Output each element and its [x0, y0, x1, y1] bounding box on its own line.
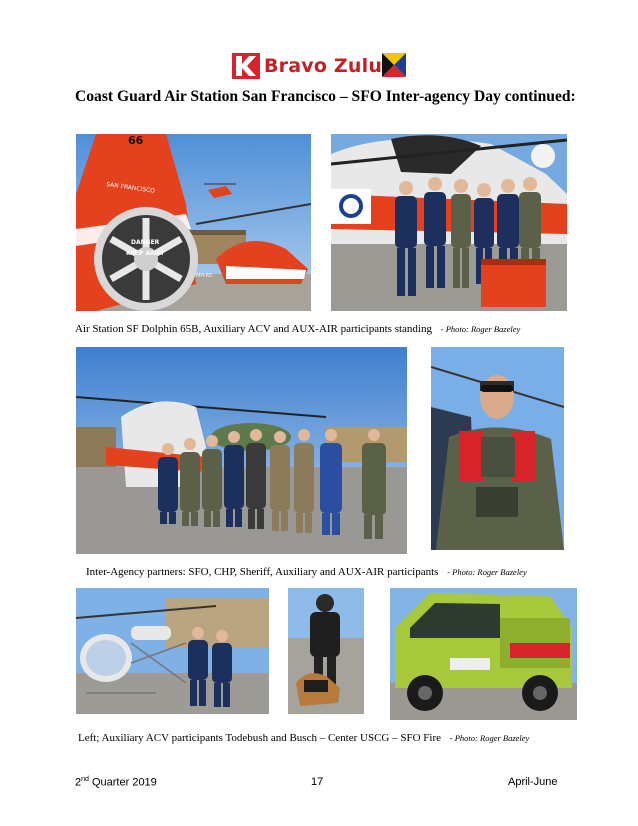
caption-text: Left; Auxiliary ACV participants Todebush and Busch – Center USCG – SFO Fire [78, 732, 442, 744]
caption-row-1 [75, 323, 520, 335]
page-number: 17 [311, 776, 324, 788]
photo-credit: - Photo: Roger Bazeley [447, 567, 527, 577]
footer-quarter [75, 776, 157, 789]
photo-acv-todebush-busch [76, 588, 269, 714]
logo-wordmark: Bravo Zulu [264, 55, 383, 77]
page-title: Coast Guard Air Station San Francisco – SFO Inter-agency Day continued: [75, 88, 576, 105]
footer-months: April-June [508, 776, 558, 788]
caption-text: Air Station SF Dolphin 65B, Auxiliary ACV and AUX-AIR participants standing [75, 323, 432, 335]
photo-dolphin-tail [76, 134, 311, 311]
photo-inter-agency-group [76, 347, 407, 554]
quarter-suffix: nd [81, 776, 89, 783]
zulu-flag-icon [382, 53, 406, 77]
bravo-flag-icon [232, 53, 260, 79]
photo-aux-participants-helicopter [331, 134, 567, 311]
photo-uscg-k9-handler [288, 588, 364, 714]
svg-text:66: 66 [128, 134, 144, 147]
svg-text:DANGER: DANGER [131, 239, 160, 246]
caption-row-3 [78, 732, 529, 744]
caption-row-2 [86, 566, 527, 578]
bravo-zulu-logo [232, 53, 406, 79]
quarter-number: 2 [75, 776, 82, 789]
svg-text:SAN FRANCISCO: SAN FRANCISCO [105, 181, 156, 195]
quarter-label: Quarter 2019 [88, 776, 157, 789]
photo-credit: - Photo: Roger Bazeley [449, 733, 530, 743]
photo-credit: - Photo: Roger Bazeley [440, 324, 521, 334]
svg-text:KEEP AWAY: KEEP AWAY [126, 250, 165, 257]
photo-aux-air-pilot [431, 347, 564, 550]
svg-text:MH-65: MH-65 [196, 273, 213, 279]
photo-sfo-fire-truck [390, 588, 577, 720]
caption-text: Inter-Agency partners: SFO, CHP, Sheriff, Auxiliary and AUX-AIR participants [86, 566, 439, 578]
